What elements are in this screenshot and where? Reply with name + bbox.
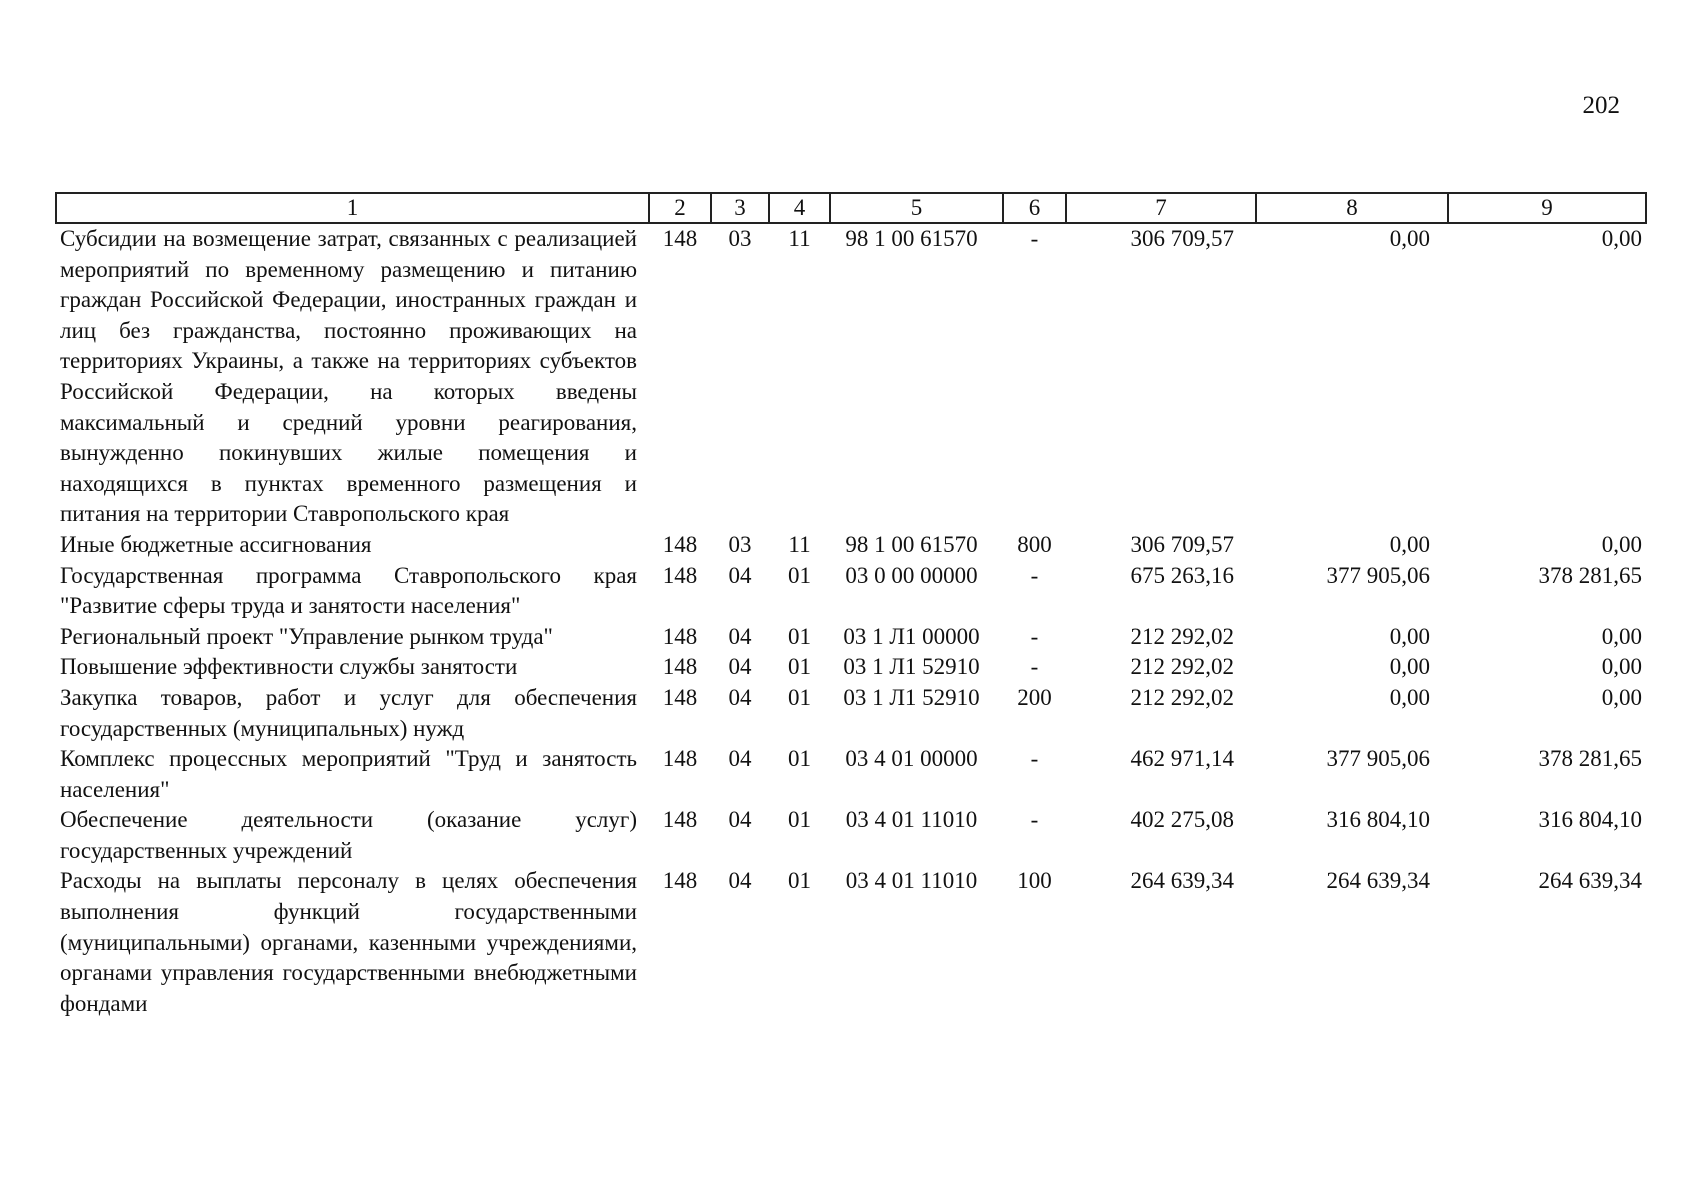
row-amount-col-7: 212 292,02 — [1130, 684, 1234, 710]
row-expense-type: 200 — [1017, 684, 1052, 710]
row-name: Иные бюджетные ассигнования — [60, 531, 372, 557]
header-col-5: 5 — [830, 193, 1003, 223]
row-target-article: 98 1 00 61570 — [845, 531, 978, 557]
row-expense-type: 800 — [1017, 531, 1052, 557]
table-row — [56, 805, 1646, 866]
header-col-2: 2 — [649, 193, 711, 223]
row-section: 04 — [728, 868, 752, 894]
table-row — [56, 744, 1646, 805]
row-amount-col-7: 306 709,57 — [1130, 531, 1234, 557]
table-row — [56, 866, 1646, 1019]
row-section: 03 — [728, 226, 752, 251]
table-row — [56, 530, 1646, 561]
row-amount-col-8: 0,00 — [1389, 531, 1430, 557]
row-name: Субсидии на возмещение затрат, связанных с реализацией мероприятий по временному размещению и питанию граждан Российской Федерации, иностранных граждан и лиц без гражданства, постоянно проживающих на территориях Украины, а также на территориях субъектов Российской Федерации, на которых введены максимальный и средний уровни реагирования, вынужденно покинувших жилые помещения и находящихся в пунктах временного размещения и питания на территории Ставропольского края — [60, 226, 637, 527]
row-expense-type: - — [1030, 654, 1039, 680]
table-header — [56, 193, 1646, 223]
row-amount-col-9: 0,00 — [1601, 226, 1642, 251]
table-row — [56, 561, 1646, 622]
row-admin-code: 148 — [662, 746, 698, 772]
row-section: 04 — [728, 684, 752, 710]
row-amount-col-9: 378 281,65 — [1538, 562, 1642, 588]
row-subsection: 01 — [788, 746, 811, 772]
row-admin-code: 148 — [662, 531, 698, 557]
row-section: 04 — [728, 623, 752, 649]
row-amount-col-7: 212 292,02 — [1130, 654, 1234, 680]
row-amount-col-7: 675 263,16 — [1130, 562, 1234, 588]
row-expense-type: - — [1030, 807, 1039, 833]
header-row — [56, 193, 1646, 223]
header-col-9: 9 — [1448, 193, 1646, 223]
row-admin-code: 148 — [662, 562, 698, 588]
page-number: 202 — [1582, 92, 1620, 119]
row-amount-col-9: 0,00 — [1601, 531, 1642, 557]
row-name: Государственная программа Ставропольского края "Развитие сферы труда и занятости населения" — [60, 562, 637, 619]
header-col-6: 6 — [1003, 193, 1066, 223]
row-amount-col-9: 264 639,34 — [1538, 868, 1642, 894]
row-name: Комплекс процессных мероприятий "Труд и занятость населения" — [60, 746, 637, 802]
row-amount-col-9: 316 804,10 — [1538, 807, 1642, 833]
row-amount-col-8: 0,00 — [1389, 684, 1430, 710]
row-section: 04 — [728, 654, 752, 680]
row-admin-code: 148 — [662, 807, 698, 833]
row-expense-type: - — [1030, 623, 1039, 649]
table-row — [56, 223, 1646, 530]
row-name: Закупка товаров, работ и услуг для обеспечения государственных (муниципальных) нужд — [60, 684, 637, 741]
row-amount-col-9: 0,00 — [1601, 684, 1642, 710]
row-target-article: 03 4 01 11010 — [845, 807, 978, 833]
row-subsection: 11 — [788, 531, 811, 557]
row-amount-col-8: 0,00 — [1389, 623, 1430, 649]
row-subsection: 01 — [788, 868, 811, 894]
budget-table — [55, 192, 1647, 1019]
row-target-article: 98 1 00 61570 — [845, 226, 978, 251]
row-admin-code: 148 — [662, 623, 698, 649]
header-col-3: 3 — [711, 193, 769, 223]
row-amount-col-8: 377 905,06 — [1326, 562, 1430, 588]
row-subsection: 01 — [788, 562, 811, 588]
row-admin-code: 148 — [662, 684, 698, 710]
row-amount-col-9: 378 281,65 — [1538, 746, 1642, 772]
row-subsection: 01 — [788, 623, 811, 649]
row-name: Обеспечение деятельности (оказание услуг) государственных учреждений — [60, 807, 637, 863]
row-target-article: 03 1 Л1 52910 — [843, 684, 980, 710]
row-admin-code: 148 — [662, 226, 698, 251]
row-section: 03 — [728, 531, 752, 557]
row-section: 04 — [728, 746, 752, 772]
row-amount-col-9: 0,00 — [1601, 654, 1642, 680]
row-target-article: 03 1 Л1 52910 — [843, 654, 980, 680]
row-expense-type: - — [1030, 226, 1039, 251]
row-amount-col-8: 0,00 — [1389, 226, 1430, 251]
table-row — [56, 652, 1646, 683]
row-amount-col-8: 0,00 — [1389, 654, 1430, 680]
row-expense-type: - — [1030, 746, 1039, 772]
row-name: Региональный проект "Управление рынком труда" — [60, 623, 553, 649]
row-section: 04 — [728, 562, 752, 588]
row-amount-col-7: 306 709,57 — [1130, 226, 1234, 251]
row-target-article: 03 1 Л1 00000 — [843, 623, 980, 649]
row-name: Повышение эффективности службы занятости — [60, 654, 518, 680]
row-target-article: 03 0 00 00000 — [845, 562, 978, 588]
row-subsection: 01 — [788, 684, 811, 710]
header-col-7: 7 — [1066, 193, 1256, 223]
row-amount-col-7: 402 275,08 — [1130, 807, 1234, 833]
header-col-4: 4 — [769, 193, 830, 223]
row-amount-col-9: 0,00 — [1601, 623, 1642, 649]
row-amount-col-7: 264 639,34 — [1130, 868, 1234, 894]
row-section: 04 — [728, 807, 752, 833]
row-target-article: 03 4 01 00000 — [845, 746, 978, 772]
row-amount-col-8: 377 905,06 — [1326, 746, 1430, 772]
table-body — [56, 223, 1646, 1019]
table-row — [56, 683, 1646, 744]
row-amount-col-8: 316 804,10 — [1326, 807, 1430, 833]
row-target-article: 03 4 01 11010 — [845, 868, 978, 894]
row-expense-type: - — [1030, 562, 1039, 588]
row-admin-code: 148 — [662, 654, 698, 680]
header-col-8: 8 — [1256, 193, 1448, 223]
row-amount-col-7: 212 292,02 — [1130, 623, 1234, 649]
row-amount-col-8: 264 639,34 — [1326, 868, 1430, 894]
row-amount-col-7: 462 971,14 — [1130, 746, 1234, 772]
table-row — [56, 622, 1646, 653]
row-expense-type: 100 — [1017, 868, 1052, 894]
header-col-1: 1 — [56, 193, 649, 223]
row-subsection: 11 — [788, 226, 811, 251]
row-name: Расходы на выплаты персоналу в целях обеспечения выполнения функций государственными (муниципальными) органами, казенными учреждениями, органами управления государственными внебюджетными фондами — [60, 868, 637, 1016]
row-subsection: 01 — [788, 654, 811, 680]
row-subsection: 01 — [788, 807, 811, 833]
row-admin-code: 148 — [662, 868, 698, 894]
